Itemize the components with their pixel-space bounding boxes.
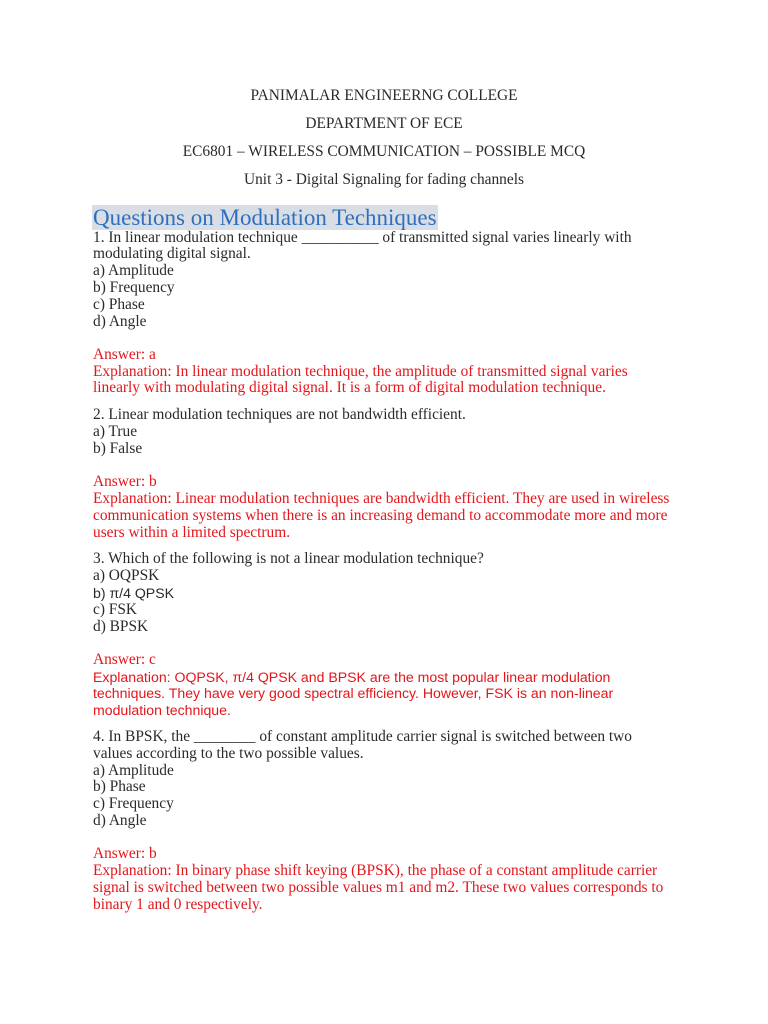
explanation-line: Explanation: Linear modulation techniques are bandwidth efficient. They are used in wireless xyxy=(93,489,670,507)
explanation-line: users within a limited spectrum. xyxy=(93,523,291,541)
explanation-line: Explanation: OQPSK, π/4 QPSK and BPSK are the most popular linear modulation xyxy=(93,668,611,685)
unit-title: Unit 3 - Digital Signaling for fading channels xyxy=(244,171,524,188)
option: a) Amplitude xyxy=(93,761,174,779)
question-text: values according to the two possible values. xyxy=(93,744,364,762)
option: d) Angle xyxy=(93,812,147,829)
question-2 xyxy=(93,407,753,457)
answer-block-3 xyxy=(93,652,753,719)
option: b) π/4 QPSK xyxy=(93,584,175,601)
answer-block-4 xyxy=(93,846,753,913)
option: d) Angle xyxy=(93,312,147,330)
college-name: PANIMALAR ENGINEERNG COLLEGE xyxy=(250,87,518,104)
explanation-line: communication systems when there is an increasing demand to accommodate more and more xyxy=(93,506,668,524)
option: d) BPSK xyxy=(93,617,149,635)
option: c) FSK xyxy=(93,600,138,618)
explanation-line: modulation technique. xyxy=(93,702,231,719)
option: a) OQPSK xyxy=(93,567,160,585)
option: a) Amplitude xyxy=(93,262,174,280)
option: c) Phase xyxy=(93,295,145,313)
explanation-line: techniques. They have very good spectral efficiency. However, FSK is an non-linear xyxy=(93,685,614,702)
question-list xyxy=(93,230,753,914)
option: b) Phase xyxy=(93,778,146,796)
option: a) True xyxy=(93,423,138,441)
answer-label: Answer: b xyxy=(93,473,157,491)
question-1 xyxy=(93,230,753,331)
course-title: EC6801 – WIRELESS COMMUNICATION – POSSIBLE MCQ xyxy=(182,143,586,160)
answer-block-1 xyxy=(93,347,753,397)
answer-label: Answer: a xyxy=(93,345,156,363)
explanation-line: Explanation: In linear modulation technique, the amplitude of transmitted signal varies xyxy=(93,362,628,380)
option: c) Frequency xyxy=(93,795,174,813)
explanation-line: binary 1 and 0 respectively. xyxy=(93,895,263,913)
explanation-line: signal is switched between two possible values m1 and m2. These two values corresponds to xyxy=(93,878,664,896)
question-text: 3. Which of the following is not a linear modulation technique? xyxy=(93,550,484,568)
explanation-line: Explanation: In binary phase shift keying (BPSK), the phase of a constant amplitude carrier xyxy=(93,862,658,880)
explanation-line: linearly with modulating digital signal. It is a form of digital modulation technique. xyxy=(93,379,606,397)
question-text: 1. In linear modulation technique __________ of transmitted signal varies linearly with xyxy=(93,228,632,246)
question-3 xyxy=(93,551,753,635)
answer-label: Answer: c xyxy=(93,650,156,668)
question-text: 2. Linear modulation techniques are not bandwidth efficient. xyxy=(93,406,466,424)
question-text: modulating digital signal. xyxy=(93,245,251,263)
department-name: DEPARTMENT OF ECE xyxy=(305,115,463,132)
question-text: 4. In BPSK, the ________ of constant amplitude carrier signal is switched between two xyxy=(93,728,632,746)
section-heading: Questions on Modulation Techniques xyxy=(93,205,437,230)
option: b) False xyxy=(93,439,143,457)
answer-label: Answer: b xyxy=(93,845,157,863)
option: b) Frequency xyxy=(93,278,175,296)
answer-block-2 xyxy=(93,474,753,541)
question-4 xyxy=(93,729,753,830)
document-header xyxy=(0,82,768,194)
